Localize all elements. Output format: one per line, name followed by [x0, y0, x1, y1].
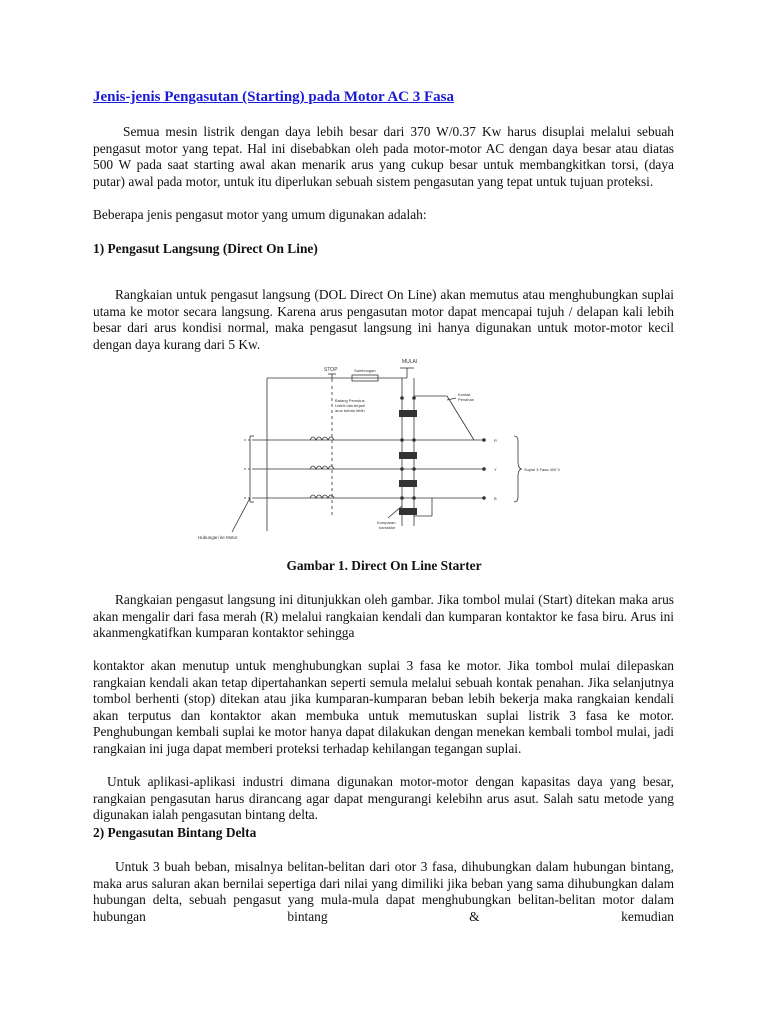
label-suplai: Suplai 3 Fasa 400 V [524, 467, 561, 472]
section-2-heading: 2) Pengasutan Bintang Delta [93, 825, 257, 840]
label-kontak-2: Penahan [458, 397, 475, 402]
label-hubungan: Hubungan ke Motor [198, 535, 238, 540]
label-batang-2: Listrik bila terjadi [335, 403, 365, 408]
section-1-paragraph-3: kontaktor akan menutup untuk menghubungkan suplai 3 fasa ke motor. Jika tombol mulai dilepaskan rangkaian kendali akan tetap dipertahankan seperti semula melalui sebuah kontak penahan. Jika selanjutnya tombol berhenti (stop) ditekan atau jika kumparan-kumparan beban lebih bekerja maka rangkaian kendali akan terputus dan kontaktor akan membuka untuk memutuskan suplai listrik 3 fasa ke motor. Penghubungan kembali suplai ke motor hanya dapat dilakukan dengan menekan kembali tombol mulai, jadi rangkaian ini juga dapat memberi proteksi terhadap kehilangan tegangan suplai. [93, 658, 674, 756]
dol-starter-diagram [192, 356, 576, 546]
label-y: Y [494, 467, 497, 472]
label-b: B [494, 496, 497, 501]
section-1-paragraph-2: Rangkaian pengasut langsung ini ditunjukkan oleh gambar. Jika tombol mulai (Start) ditekan maka arus akan mengalir dari fasa merah (R) melalui rangkaian kendali dan kumparan kontaktor ke fasa biru. Arus ini akanmengkatifkan kumparan kontaktor sehingga [93, 592, 674, 641]
intro-paragraph-1: Semua mesin listrik dengan daya lebih besar dari 370 W/0.37 Kw harus disuplai melalui sebuah pengasut motor yang tepat. Hal ini disebabkan oleh pada motor-motor AC dengan daya besar atau diatas 500 W pada saat starting awal akan menarik arus yang cukup besar untuk membangkitkan torsi, (daya putar) awal pada motor, untuk itu diperlukan sebuah sistem pengasutan yang tepat untuk tujuan proteksi. [93, 124, 674, 189]
section-1-paragraph-1: Rangkaian untuk pengasut langsung (DOL Direct On Line) akan memutus atau menghubungkan suplai utama ke motor secara langsung. Karena arus pengasutan motor dapat mencapai tujuh / delapan kali lebih besar dari arus kondisi normal, maka pengasut langsung ini hanya digunakan untuk motor-motor kecil dengan daya kurang dari 5 Kw. [93, 287, 674, 352]
label-stop: STOP [324, 367, 338, 373]
label-kumparan-1: Kumparan [377, 520, 396, 525]
label-kumparan-2: kontaktor [379, 525, 396, 530]
intro-paragraph-2: Beberapa jenis pengasut motor yang umum digunakan adalah: [93, 207, 427, 222]
label-r: R [494, 438, 497, 443]
label-batang-3: arus beban lebih [335, 408, 365, 413]
section-1-paragraph-4: Untuk aplikasi-aplikasi industri dimana digunakan motor-motor dengan kapasitas daya yang besar, rangkaian pengasutan harus dirancang agar dapat mengurangi kelebihn arus asut. Salah satu metode yang digunakan ialah pengasutan bintang delta. [93, 774, 674, 823]
label-kontak-1: Kontak [458, 392, 471, 397]
label-mulai: MULAI [402, 359, 418, 365]
section-1-heading: 1) Pengasut Langsung (Direct On Line) [93, 241, 318, 256]
figure-caption: Gambar 1. Direct On Line Starter [286, 558, 482, 573]
label-batang-1: Batang Pemutus [335, 398, 365, 403]
label-sambungan: Sambungan [354, 368, 376, 373]
section-2-paragraph-1: Untuk 3 buah beban, misalnya belitan-belitan dari otor 3 fasa, dihubungkan dalam hubungan bintang, maka arus saluran akan bernilai sepertiga dari nilai yang dimiliki jika beban yang sama dihubungkan dalam hubungan delta, sebuah pengasut yang mula-mula dapat menghubungkan belitan-belitan motor dalam hubungan bintang & kemudian [93, 859, 674, 924]
page-title: Jenis-jenis Pengasutan (Starting) pada Motor AC 3 Fasa [93, 89, 454, 105]
